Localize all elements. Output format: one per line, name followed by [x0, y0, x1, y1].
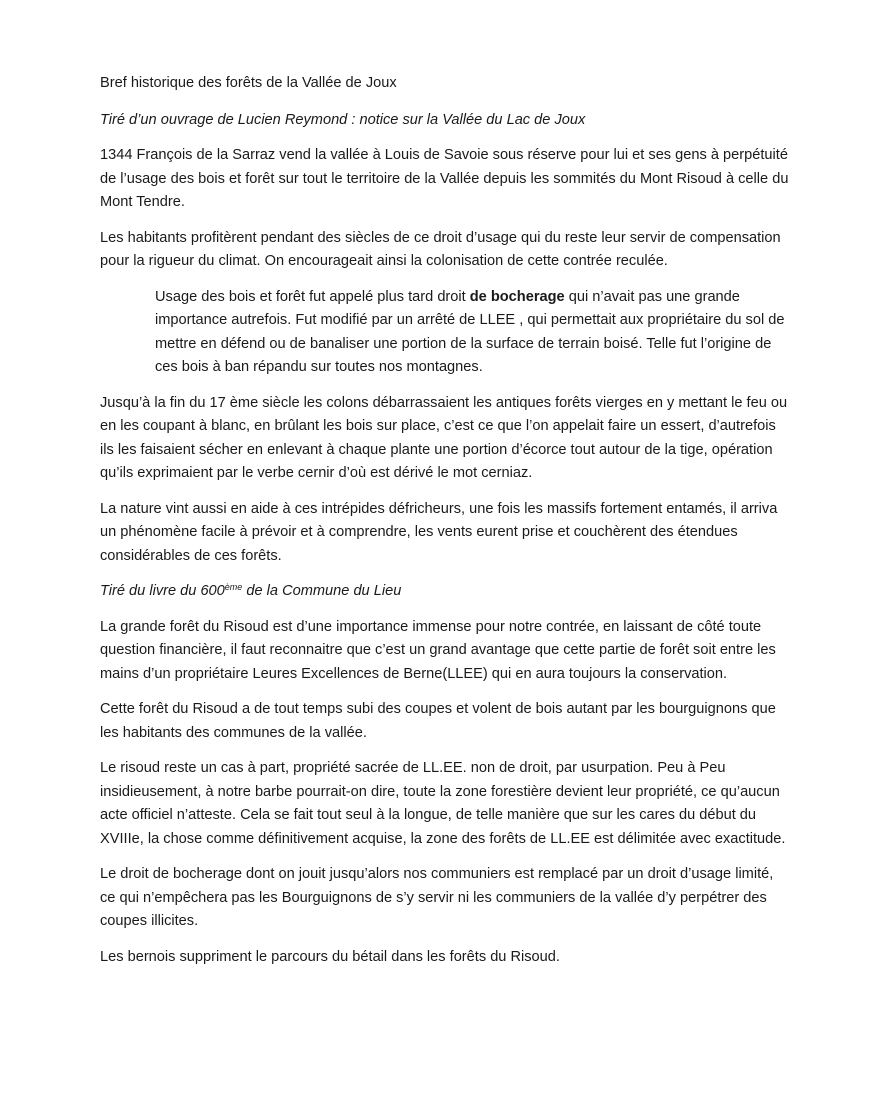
paragraph-droit-usage: Les habitants profitèrent pendant des siècles de ce droit d’usage qui du reste leur servir de compensation pour la rigueur du climat. On encourageait ainsi la colonisation de cette contrée reculée.	[100, 229, 781, 269]
source2-text-before: Tiré du livre du 600	[100, 583, 225, 599]
source2-text-after: de la Commune du Lieu	[242, 583, 402, 599]
document-page	[100, 72, 790, 981]
indented-quote	[155, 286, 790, 380]
paragraph-usurpation: Le risoud reste un cas à part, propriété sacrée de LL.EE. non de droit, par usurpation. Peu à Peu insidieusement, à notre barbe pourrait-on dire, toute la zone forestière devient leur propriété, ce qu’aucun acte officiel n’atteste. Cela se fait tout seul à la longue, de telle manière que sur les cares du début du XVIIIe, la chose comme définitivement acquise, la zone des forêts de LL.EE est délimitée avec exactitude.	[100, 760, 786, 847]
source-reference-2	[100, 580, 790, 604]
paragraph-risoud-importance: La grande forêt du Risoud est d’une importance immense pour notre contrée, en laissant de côté toute question financière, il faut reconnaitre que c’est un grand avantage que cette partie de forêt soit entre les mains d’un propriétaire Leures Excellences de Berne(LLEE) qui en aura toujours la conservation.	[100, 618, 776, 682]
document-title: Bref historique des forêts de la Vallée de Joux	[100, 75, 397, 91]
quote-text-before: Usage des bois et forêt fut appelé plus tard droit	[155, 288, 470, 305]
source2-superscript: ème	[224, 582, 243, 592]
paragraph-coupes: Cette forêt du Risoud a de tout temps subi des coupes et volent de bois autant par les bourguignons que les habitants des communes de la vallée.	[100, 701, 776, 741]
source-reference-1: Tiré d’un ouvrage de Lucien Reymond : notice sur la Vallée du Lac de Joux	[100, 111, 586, 128]
quote-bold-term: de bocherage	[469, 288, 565, 305]
quote-text-after: qui n’avait pas une grande importance autrefois. Fut modifié par un arrêté de LLEE , qui permettait aux propriétaire du sol de mettre en défend ou de banaliser une portion de la surface de terrain boisé. Telle fut l’origine de ces bois à ban répandu sur toutes nos montagnes.	[155, 288, 785, 375]
paragraph-betail: Les bernois suppriment le parcours du bétail dans les forêts du Risoud.	[100, 948, 560, 965]
paragraph-essert: Jusqu’à la fin du 17 ème siècle les colons débarrassaient les antiques forêts vierges en y mettant le feu ou en les coupant à blanc, en brûlant les bois sur place, c’est ce que l’on appelait faire un essert, d’autrefois ils les faisaient sécher en enlevant à chaque plante une portion d’écorce tout autour de la tige, opération qu’ils exprimaient par le verbe cernir d’où est dérivé le mot cerniaz.	[100, 394, 788, 481]
paragraph-nature: La nature vint aussi en aide à ces intrépides défricheurs, une fois les massifs fortement entamés, il arriva un phénomène facile à prévoir et à comprendre, les vents eurent prise et couchèrent des étendues considérables de ces forêts.	[100, 500, 778, 564]
paragraph-bocherage: Le droit de bocherage dont on jouit jusqu’alors nos communiers est remplacé par un droit d’usage limité, ce qui n’empêchera pas les Bourguignons de s’y servir ni les communiers de la vallée d’y perpétrer des coupes illicites.	[100, 866, 774, 929]
paragraph-1344: 1344 François de la Sarraz vend la vallée à Louis de Savoie sous réserve pour lui et ses gens à perpétuité de l’usage des bois et forêt sur tout le territoire de la Vallée depuis les sommités du Mont Risoud à celle du Mont Tendre.	[100, 147, 789, 210]
